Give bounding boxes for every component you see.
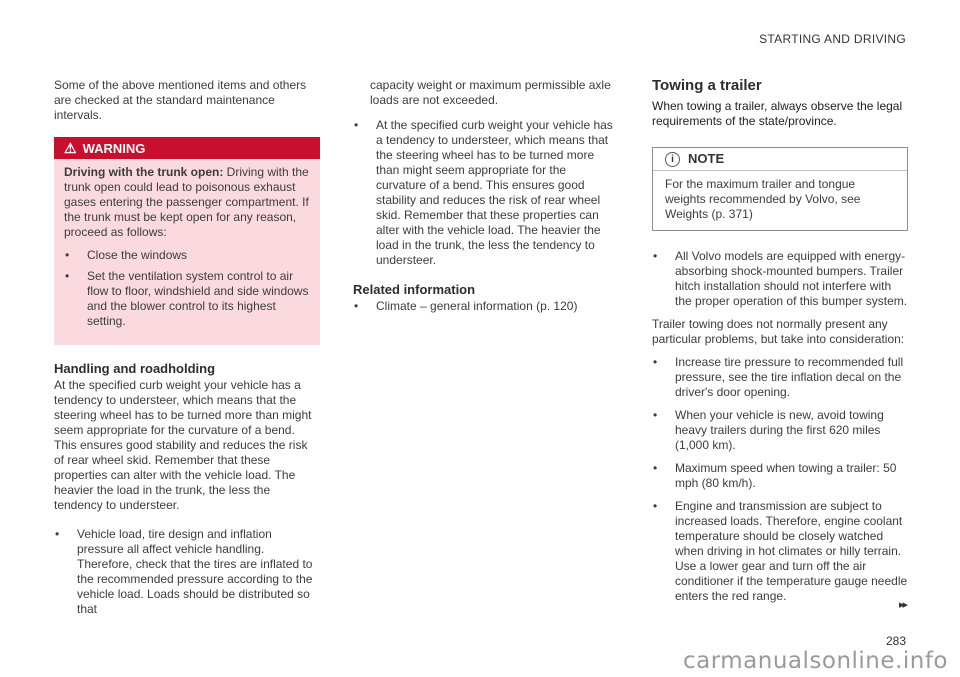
towing-list xyxy=(652,355,908,604)
warning-description: Driving with the trunk open could lead to poisonous exhaust gases entering the passenger compartment. If the trunk must be kept open for any reason, proceed as follows: xyxy=(64,165,309,239)
list-item-text: Engine and transmission are subject to increased loads. Therefore, engine coolant temperature should be closely watched when driving in hot climates or hilly terrain. Use a lower gear and turn off the air conditioner if the temperature gauge needle enters the red range. xyxy=(675,499,908,603)
related-heading: Related information xyxy=(353,282,476,297)
column-middle xyxy=(353,78,615,322)
list-item xyxy=(652,408,908,453)
bumper-list xyxy=(652,249,908,309)
bullet-icon: • xyxy=(354,118,359,132)
related-link-text[interactable]: Climate – general information (p. 120) xyxy=(376,299,578,313)
list-item xyxy=(652,461,908,491)
continued-text: capacity weight or maximum permissible axle loads are not exceeded. xyxy=(370,78,611,107)
bullet-icon: • xyxy=(653,499,658,513)
list-item xyxy=(353,118,615,268)
warning-label: WARNING xyxy=(82,141,146,156)
related-link[interactable] xyxy=(353,299,615,314)
bullet-icon: • xyxy=(55,527,60,541)
list-item-text: All Volvo models are equipped with energy-absorbing shock-mounted bumpers. Trailer hitch installation should not interfere with the proper operation of this bumper system. xyxy=(675,249,908,308)
page-number: 283 xyxy=(885,634,906,648)
related-list xyxy=(353,299,615,314)
towing-paragraph: Trailer towing does not normally present any particular problems, but take into consideration: xyxy=(652,317,905,346)
intro-paragraph: Some of the above mentioned items and others are checked at the standard maintenance intervals. xyxy=(54,78,307,122)
list-item xyxy=(54,527,320,617)
list-item xyxy=(64,248,310,263)
bullet-icon: • xyxy=(65,269,70,283)
list-item-text: Increase tire pressure to recommended full pressure, see the tire inflation decal on the driver's door opening. xyxy=(675,355,904,399)
list-item-text: When your vehicle is new, avoid towing heavy trailers during the first 620 miles (1,000 km). xyxy=(675,408,884,452)
bullet-icon: • xyxy=(653,461,658,475)
warning-header xyxy=(54,137,320,159)
column-left xyxy=(54,78,320,625)
bullet-icon: • xyxy=(354,299,359,313)
towing-intro: When towing a trailer, always observe the legal requirements of the state/province. xyxy=(652,99,903,128)
bullet-icon: • xyxy=(65,248,70,262)
continue-arrows-icon: ▸▸ xyxy=(898,599,906,611)
handling-paragraph: At the specified curb weight your vehicle has a tendency to understeer, which means that the steering wheel has to be turned more than might seem appropriate for the curvature of a bend. This ensures good stability and reduces the risk of rear wheel skid. Remember that these properties can alter with the vehicle load. The heavier the load in the trunk, the less the tendency to understeer. xyxy=(54,378,312,512)
warning-lead: Driving with the trunk open: xyxy=(64,165,224,179)
list-item xyxy=(64,269,310,329)
note-box xyxy=(652,147,908,231)
warning-box xyxy=(54,137,320,345)
list-item-text: Set the ventilation system control to air flow to floor, windshield and side windows and the blower control to its highest setting. xyxy=(87,269,309,328)
info-circle-icon: i xyxy=(665,152,680,167)
bullet-icon: • xyxy=(653,249,658,263)
note-label: NOTE xyxy=(688,151,725,166)
middle-list xyxy=(353,118,615,268)
list-item-text: Close the windows xyxy=(87,248,188,262)
list-item xyxy=(652,249,908,309)
warning-body xyxy=(54,159,320,345)
handling-list xyxy=(54,527,320,617)
list-item-text: Maximum speed when towing a trailer: 50 mph (80 km/h). xyxy=(675,461,897,490)
column-right xyxy=(652,78,908,612)
warning-list xyxy=(64,248,310,329)
list-item xyxy=(652,355,908,400)
list-item-text: At the specified curb weight your vehicle has a tendency to understeer, which means that the steering wheel has to be turned more than might seem appropriate for the curvature of a bend. This ensures good stability and reduces the risk of rear wheel skid. Remember that these properties can alter with the vehicle load. The heavier the load in the trunk, the less the tendency to understeer. xyxy=(376,118,613,267)
note-text: For the maximum trailer and tongue weights recommended by Volvo, see Weights (p. 371) xyxy=(665,177,861,221)
towing-heading: Towing a trailer xyxy=(652,77,762,94)
bullet-icon: • xyxy=(653,408,658,422)
watermark: carmanualsonline.info xyxy=(682,648,948,674)
warning-text xyxy=(64,165,310,240)
note-header xyxy=(653,148,907,171)
handling-heading: Handling and roadholding xyxy=(54,361,216,376)
bullet-icon: • xyxy=(653,355,658,369)
warning-triangle-icon: ⚠ xyxy=(64,140,77,156)
section-header: STARTING AND DRIVING xyxy=(759,32,906,46)
list-item-text: Vehicle load, tire design and inflation pressure all affect vehicle handling. Therefore, check that the tires are inflated to the recommended pressure according to the vehicle load. Loads should be distributed so that xyxy=(77,527,313,616)
list-item xyxy=(652,499,908,604)
